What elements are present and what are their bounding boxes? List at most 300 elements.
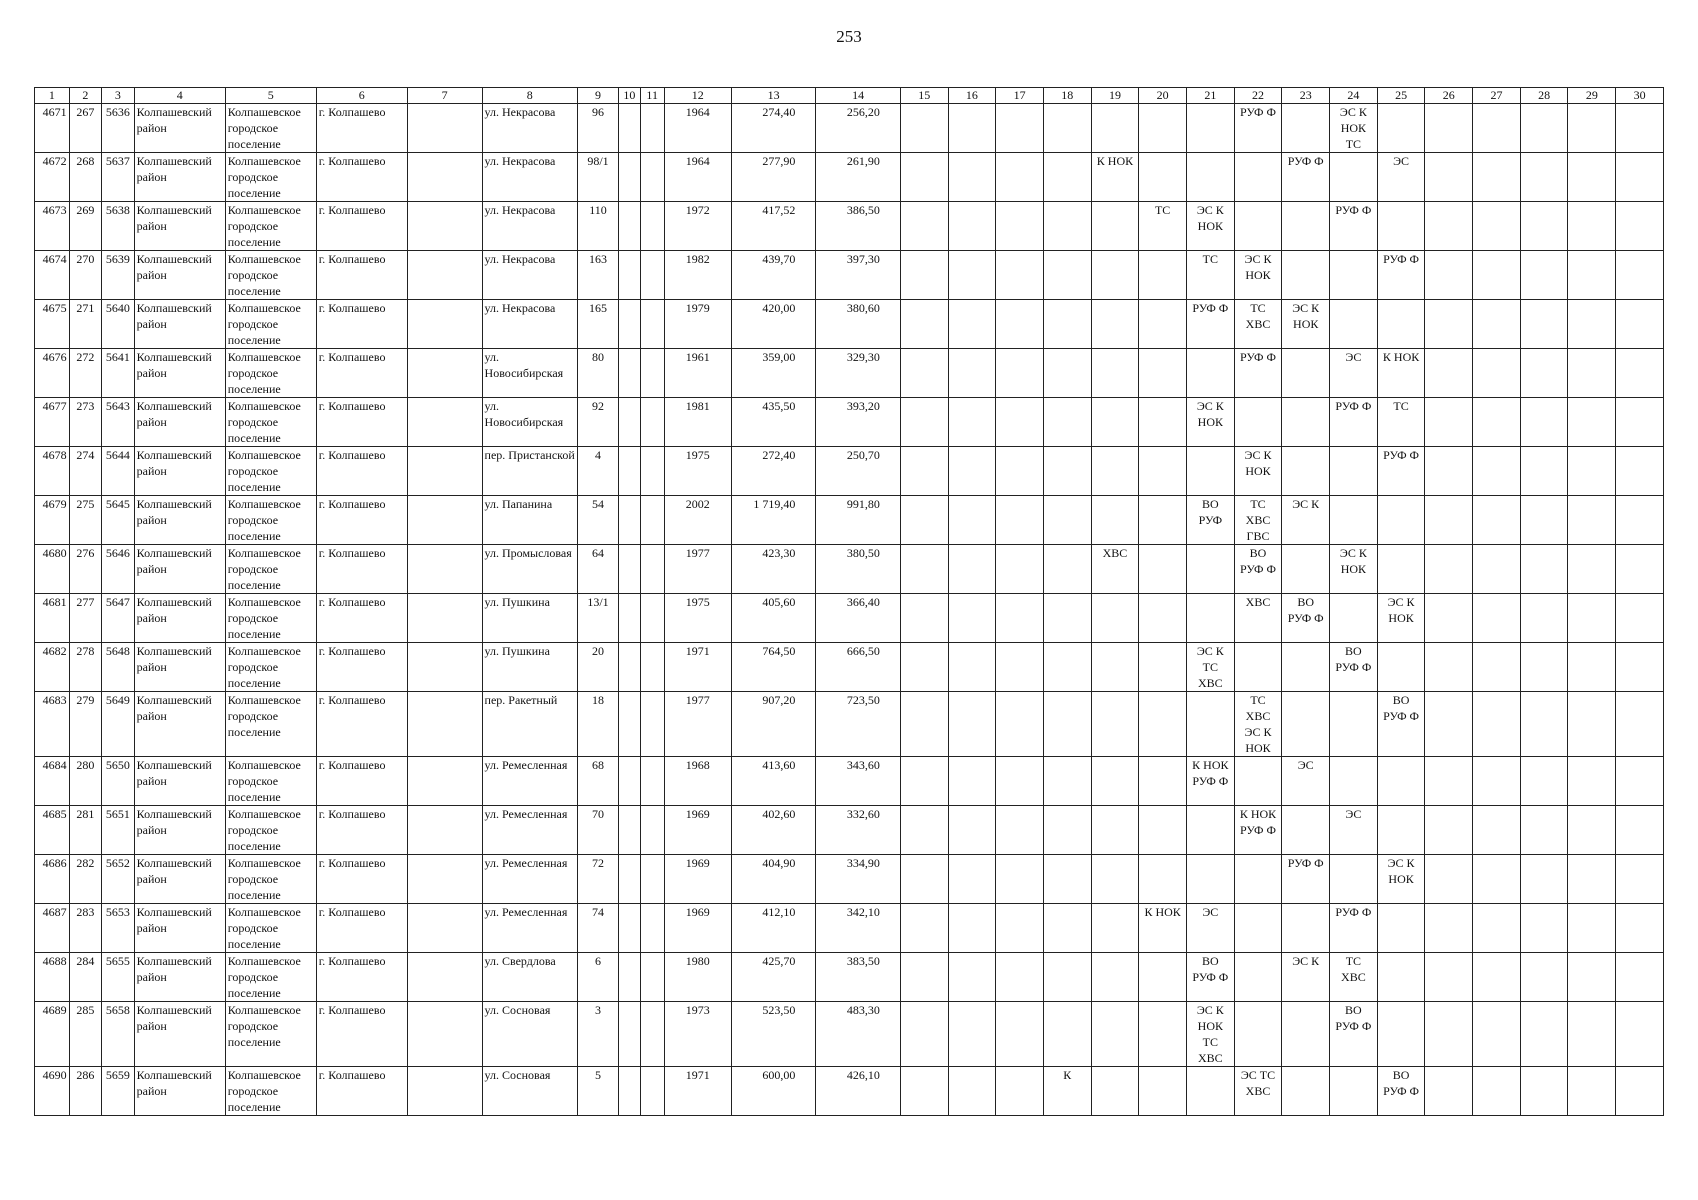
empty-cell (1091, 806, 1139, 855)
cell-col-22: ЭС К НОК (1234, 251, 1282, 300)
cell-col-13: 764,50 (731, 643, 816, 692)
cell-col-2: 274 (69, 447, 102, 496)
column-header-22: 22 (1234, 88, 1282, 104)
cell-col-14: 380,60 (816, 300, 901, 349)
cell-col-22: ТС ХВС (1234, 300, 1282, 349)
empty-cell (407, 953, 482, 1002)
cell-col-21: ЭС (1186, 904, 1234, 953)
cell-col-5: Колпашевское городское поселение (225, 1002, 316, 1067)
empty-cell (996, 643, 1044, 692)
table-row (35, 855, 1664, 904)
empty-cell (1186, 594, 1234, 643)
empty-cell (407, 104, 482, 153)
empty-cell (1282, 1067, 1330, 1116)
empty-cell (1091, 496, 1139, 545)
column-header-2: 2 (69, 88, 102, 104)
empty-cell (1186, 1067, 1234, 1116)
empty-cell (948, 904, 996, 953)
cell-col-2: 284 (69, 953, 102, 1002)
cell-col-1: 4672 (35, 153, 70, 202)
empty-cell (1425, 594, 1473, 643)
cell-col-1: 4674 (35, 251, 70, 300)
table-row (35, 251, 1664, 300)
empty-cell (640, 757, 664, 806)
empty-cell (1186, 153, 1234, 202)
cell-col-5: Колпашевское городское поселение (225, 447, 316, 496)
table-row (35, 1002, 1664, 1067)
cell-col-14: 256,20 (816, 104, 901, 153)
empty-cell (1043, 806, 1091, 855)
empty-cell (640, 349, 664, 398)
empty-cell (619, 545, 641, 594)
cell-col-13: 435,50 (731, 398, 816, 447)
cell-col-14: 366,40 (816, 594, 901, 643)
empty-cell (1234, 757, 1282, 806)
cell-col-13: 274,40 (731, 104, 816, 153)
empty-cell (1043, 251, 1091, 300)
empty-cell (407, 904, 482, 953)
cell-col-22: ХВС (1234, 594, 1282, 643)
empty-cell (948, 153, 996, 202)
cell-col-3: 5643 (102, 398, 135, 447)
cell-col-13: 439,70 (731, 251, 816, 300)
empty-cell (1282, 398, 1330, 447)
empty-cell (900, 855, 948, 904)
cell-col-9: 18 (577, 692, 618, 757)
cell-col-23: ВО РУФ Ф (1282, 594, 1330, 643)
empty-cell (1234, 202, 1282, 251)
empty-cell (1043, 1002, 1091, 1067)
empty-cell (900, 757, 948, 806)
empty-cell (1425, 398, 1473, 447)
empty-cell (1234, 953, 1282, 1002)
empty-cell (1425, 496, 1473, 545)
cell-col-8: ул. Промысловая (482, 545, 577, 594)
cell-col-9: 5 (577, 1067, 618, 1116)
empty-cell (900, 104, 948, 153)
empty-cell (1043, 202, 1091, 251)
cell-col-25: ЭС К НОК (1377, 594, 1425, 643)
empty-cell (1473, 1002, 1521, 1067)
empty-cell (1186, 447, 1234, 496)
empty-cell (900, 447, 948, 496)
cell-col-2: 280 (69, 757, 102, 806)
cell-col-9: 13/1 (577, 594, 618, 643)
cell-col-24: ВО РУФ Ф (1330, 643, 1378, 692)
column-header-20: 20 (1139, 88, 1187, 104)
empty-cell (1091, 300, 1139, 349)
empty-cell (1091, 855, 1139, 904)
empty-cell (1520, 496, 1568, 545)
cell-col-20: ТС (1139, 202, 1187, 251)
empty-cell (1043, 104, 1091, 153)
empty-cell (1473, 104, 1521, 153)
cell-col-9: 3 (577, 1002, 618, 1067)
empty-cell (1091, 251, 1139, 300)
cell-col-21: ВО РУФ (1186, 496, 1234, 545)
cell-col-21: ВО РУФ Ф (1186, 953, 1234, 1002)
empty-cell (407, 806, 482, 855)
empty-cell (1091, 1002, 1139, 1067)
empty-cell (948, 349, 996, 398)
cell-col-14: 723,50 (816, 692, 901, 757)
cell-col-21: ЭС К ТС ХВС (1186, 643, 1234, 692)
empty-cell (948, 398, 996, 447)
empty-cell (1616, 202, 1664, 251)
cell-col-4: Колпашевский район (134, 904, 225, 953)
empty-cell (407, 545, 482, 594)
cell-col-5: Колпашевское городское поселение (225, 953, 316, 1002)
empty-cell (1186, 104, 1234, 153)
empty-cell (619, 153, 641, 202)
cell-col-12: 1969 (664, 806, 731, 855)
empty-cell (640, 202, 664, 251)
empty-cell (640, 398, 664, 447)
empty-cell (1616, 104, 1664, 153)
cell-col-5: Колпашевское городское поселение (225, 757, 316, 806)
empty-cell (1377, 496, 1425, 545)
cell-col-6: г. Колпашево (316, 202, 407, 251)
cell-col-1: 4688 (35, 953, 70, 1002)
empty-cell (1520, 1002, 1568, 1067)
cell-col-2: 285 (69, 1002, 102, 1067)
empty-cell (948, 251, 996, 300)
cell-col-8: ул. Некрасова (482, 300, 577, 349)
empty-cell (407, 757, 482, 806)
empty-cell (1520, 904, 1568, 953)
cell-col-6: г. Колпашево (316, 855, 407, 904)
table-row (35, 153, 1664, 202)
cell-col-6: г. Колпашево (316, 398, 407, 447)
empty-cell (619, 300, 641, 349)
empty-cell (900, 300, 948, 349)
cell-col-8: ул. Сосновая (482, 1002, 577, 1067)
empty-cell (1520, 692, 1568, 757)
cell-col-24: ВО РУФ Ф (1330, 1002, 1378, 1067)
cell-col-9: 64 (577, 545, 618, 594)
cell-col-20: К НОК (1139, 904, 1187, 953)
cell-col-5: Колпашевское городское поселение (225, 349, 316, 398)
empty-cell (1091, 104, 1139, 153)
empty-cell (1568, 202, 1616, 251)
empty-cell (1234, 855, 1282, 904)
empty-cell (1568, 806, 1616, 855)
empty-cell (1139, 692, 1187, 757)
cell-col-21: ТС (1186, 251, 1234, 300)
cell-col-13: 404,90 (731, 855, 816, 904)
empty-cell (1520, 806, 1568, 855)
empty-cell (948, 1067, 996, 1116)
table-row (35, 643, 1664, 692)
empty-cell (407, 153, 482, 202)
empty-cell (1616, 855, 1664, 904)
empty-cell (1473, 855, 1521, 904)
column-header-14: 14 (816, 88, 901, 104)
cell-col-4: Колпашевский район (134, 1067, 225, 1116)
column-header-29: 29 (1568, 88, 1616, 104)
cell-col-13: 417,52 (731, 202, 816, 251)
empty-cell (1043, 904, 1091, 953)
cell-col-12: 1964 (664, 153, 731, 202)
empty-cell (948, 757, 996, 806)
cell-col-8: ул. Некрасова (482, 104, 577, 153)
empty-cell (1186, 692, 1234, 757)
empty-cell (1330, 855, 1378, 904)
empty-cell (1473, 904, 1521, 953)
cell-col-5: Колпашевское городское поселение (225, 496, 316, 545)
empty-cell (996, 1002, 1044, 1067)
empty-cell (1139, 104, 1187, 153)
cell-col-13: 600,00 (731, 1067, 816, 1116)
cell-col-9: 6 (577, 953, 618, 1002)
cell-col-2: 267 (69, 104, 102, 153)
empty-cell (1616, 953, 1664, 1002)
cell-col-4: Колпашевский район (134, 643, 225, 692)
cell-col-5: Колпашевское городское поселение (225, 251, 316, 300)
cell-col-25: ТС (1377, 398, 1425, 447)
cell-col-6: г. Колпашево (316, 692, 407, 757)
cell-col-23: РУФ Ф (1282, 153, 1330, 202)
empty-cell (1282, 202, 1330, 251)
empty-cell (1616, 1002, 1664, 1067)
cell-col-4: Колпашевский район (134, 447, 225, 496)
empty-cell (1473, 1067, 1521, 1116)
cell-col-24: ЭС (1330, 349, 1378, 398)
empty-cell (640, 904, 664, 953)
cell-col-22: ТС ХВС ЭС К НОК (1234, 692, 1282, 757)
column-header-13: 13 (731, 88, 816, 104)
table-row (35, 692, 1664, 757)
empty-cell (1568, 545, 1616, 594)
empty-cell (640, 300, 664, 349)
empty-cell (1425, 1067, 1473, 1116)
cell-col-1: 4684 (35, 757, 70, 806)
cell-col-4: Колпашевский район (134, 806, 225, 855)
empty-cell (948, 953, 996, 1002)
empty-cell (1473, 806, 1521, 855)
cell-col-1: 4679 (35, 496, 70, 545)
empty-cell (407, 692, 482, 757)
cell-col-8: ул. Пушкина (482, 643, 577, 692)
table-row (35, 1067, 1664, 1116)
empty-cell (1473, 202, 1521, 251)
empty-cell (996, 398, 1044, 447)
cell-col-8: ул. Некрасова (482, 251, 577, 300)
empty-cell (640, 953, 664, 1002)
empty-cell (640, 104, 664, 153)
cell-col-1: 4680 (35, 545, 70, 594)
empty-cell (1377, 545, 1425, 594)
cell-col-12: 1969 (664, 904, 731, 953)
empty-cell (1616, 153, 1664, 202)
empty-cell (948, 300, 996, 349)
cell-col-5: Колпашевское городское поселение (225, 692, 316, 757)
cell-col-1: 4681 (35, 594, 70, 643)
empty-cell (948, 447, 996, 496)
table-row (35, 398, 1664, 447)
empty-cell (996, 545, 1044, 594)
cell-col-13: 412,10 (731, 904, 816, 953)
column-header-19: 19 (1091, 88, 1139, 104)
cell-col-3: 5651 (102, 806, 135, 855)
empty-cell (996, 855, 1044, 904)
column-header-11: 11 (640, 88, 664, 104)
empty-cell (1425, 953, 1473, 1002)
cell-col-1: 4677 (35, 398, 70, 447)
empty-cell (1139, 349, 1187, 398)
empty-cell (407, 643, 482, 692)
cell-col-5: Колпашевское городское поселение (225, 398, 316, 447)
cell-col-12: 1961 (664, 349, 731, 398)
empty-cell (1473, 692, 1521, 757)
cell-col-8: ул. Новосибирская (482, 349, 577, 398)
empty-cell (900, 643, 948, 692)
table-row (35, 300, 1664, 349)
cell-col-9: 4 (577, 447, 618, 496)
empty-cell (1043, 594, 1091, 643)
empty-cell (1616, 251, 1664, 300)
cell-col-9: 96 (577, 104, 618, 153)
empty-cell (640, 1067, 664, 1116)
cell-col-6: г. Колпашево (316, 153, 407, 202)
table-row (35, 496, 1664, 545)
empty-cell (1616, 643, 1664, 692)
empty-cell (996, 153, 1044, 202)
empty-cell (1425, 1002, 1473, 1067)
empty-cell (1377, 643, 1425, 692)
empty-cell (1425, 904, 1473, 953)
table-row (35, 806, 1664, 855)
empty-cell (996, 757, 1044, 806)
empty-cell (1234, 643, 1282, 692)
empty-cell (407, 447, 482, 496)
empty-cell (1043, 545, 1091, 594)
empty-cell (640, 251, 664, 300)
empty-cell (1139, 300, 1187, 349)
empty-cell (1377, 1002, 1425, 1067)
cell-col-12: 1969 (664, 855, 731, 904)
cell-col-14: 329,30 (816, 349, 901, 398)
cell-col-6: г. Колпашево (316, 545, 407, 594)
empty-cell (1330, 1067, 1378, 1116)
cell-col-14: 343,60 (816, 757, 901, 806)
empty-cell (619, 643, 641, 692)
empty-cell (948, 855, 996, 904)
cell-col-2: 286 (69, 1067, 102, 1116)
cell-col-6: г. Колпашево (316, 447, 407, 496)
cell-col-4: Колпашевский район (134, 757, 225, 806)
empty-cell (1282, 692, 1330, 757)
cell-col-21: ЭС К НОК (1186, 398, 1234, 447)
cell-col-8: ул. Некрасова (482, 153, 577, 202)
empty-cell (1330, 692, 1378, 757)
cell-col-19: ХВС (1091, 545, 1139, 594)
column-header-23: 23 (1282, 88, 1330, 104)
column-header-15: 15 (900, 88, 948, 104)
cell-col-3: 5658 (102, 1002, 135, 1067)
empty-cell (900, 806, 948, 855)
empty-cell (996, 349, 1044, 398)
empty-cell (640, 545, 664, 594)
table-row (35, 104, 1664, 153)
cell-col-13: 1 719,40 (731, 496, 816, 545)
empty-cell (619, 398, 641, 447)
cell-col-8: ул. Папанина (482, 496, 577, 545)
cell-col-6: г. Колпашево (316, 806, 407, 855)
cell-col-4: Колпашевский район (134, 855, 225, 904)
cell-col-14: 393,20 (816, 398, 901, 447)
empty-cell (1377, 104, 1425, 153)
cell-col-14: 383,50 (816, 953, 901, 1002)
empty-cell (1520, 757, 1568, 806)
cell-col-14: 386,50 (816, 202, 901, 251)
empty-cell (619, 757, 641, 806)
empty-cell (900, 251, 948, 300)
empty-cell (1091, 692, 1139, 757)
empty-cell (900, 904, 948, 953)
empty-cell (1091, 643, 1139, 692)
empty-cell (1043, 692, 1091, 757)
empty-cell (1043, 398, 1091, 447)
empty-cell (1425, 104, 1473, 153)
cell-col-1: 4690 (35, 1067, 70, 1116)
empty-cell (1377, 904, 1425, 953)
cell-col-24: ЭС К НОК ТС (1330, 104, 1378, 153)
empty-cell (640, 692, 664, 757)
column-header-8: 8 (482, 88, 577, 104)
cell-col-22: ВО РУФ Ф (1234, 545, 1282, 594)
empty-cell (996, 300, 1044, 349)
cell-col-2: 270 (69, 251, 102, 300)
empty-cell (996, 692, 1044, 757)
empty-cell (1091, 594, 1139, 643)
cell-col-2: 276 (69, 545, 102, 594)
empty-cell (407, 398, 482, 447)
empty-cell (948, 496, 996, 545)
empty-cell (1282, 643, 1330, 692)
empty-cell (640, 447, 664, 496)
cell-col-22: К НОК РУФ Ф (1234, 806, 1282, 855)
cell-col-12: 1975 (664, 447, 731, 496)
empty-cell (1425, 757, 1473, 806)
empty-cell (1520, 1067, 1568, 1116)
cell-col-3: 5636 (102, 104, 135, 153)
cell-col-25: РУФ Ф (1377, 447, 1425, 496)
empty-cell (1139, 545, 1187, 594)
empty-cell (619, 447, 641, 496)
empty-cell (1520, 398, 1568, 447)
empty-cell (1616, 1067, 1664, 1116)
empty-cell (1616, 757, 1664, 806)
empty-cell (1425, 153, 1473, 202)
empty-cell (1520, 153, 1568, 202)
cell-col-13: 405,60 (731, 594, 816, 643)
cell-col-5: Колпашевское городское поселение (225, 300, 316, 349)
cell-col-1: 4686 (35, 855, 70, 904)
cell-col-3: 5639 (102, 251, 135, 300)
cell-col-9: 163 (577, 251, 618, 300)
empty-cell (900, 692, 948, 757)
cell-col-18: К (1043, 1067, 1091, 1116)
cell-col-3: 5645 (102, 496, 135, 545)
empty-cell (1520, 349, 1568, 398)
empty-cell (1473, 349, 1521, 398)
empty-cell (1616, 904, 1664, 953)
cell-col-6: г. Колпашево (316, 104, 407, 153)
empty-cell (900, 1067, 948, 1116)
empty-cell (1568, 594, 1616, 643)
empty-cell (1425, 643, 1473, 692)
